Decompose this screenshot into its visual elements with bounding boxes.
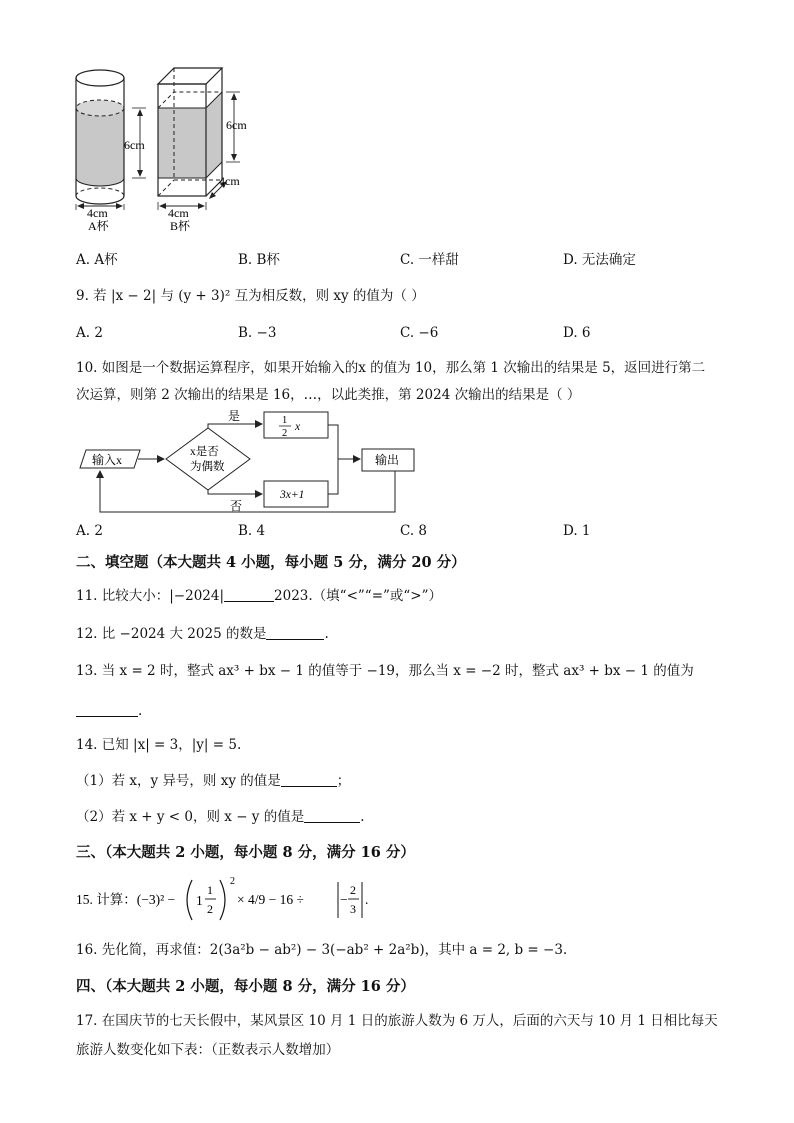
q14-part1-prefix: （1）若 x，y 异号，则 xy 的值是 xyxy=(76,773,281,789)
q11-answer-blank[interactable] xyxy=(224,587,274,602)
flow-output-label: 输出 xyxy=(375,453,400,467)
q13-answer-blank[interactable] xyxy=(76,702,138,717)
q15-abs-num: 2 xyxy=(350,883,356,897)
q8-option-c: C. 一样甜 xyxy=(400,252,459,268)
q14-stem: 14. 已知 |x| = 3，|y| = 5. xyxy=(76,737,242,753)
q15-suffix: . xyxy=(365,892,369,907)
q8-option-d: D. 无法确定 xyxy=(563,252,636,268)
q14-part2-suffix: . xyxy=(360,809,365,825)
q13-line-1: 13. 当 x = 2 时，整式 ax³ + bx − 1 的值等于 −19，那么当 x = −2 时，整式 ax³ + bx − 1 的值为 xyxy=(76,663,694,679)
q15-mixed-num: 1 xyxy=(207,883,213,897)
q10-option-d: D. 1 xyxy=(563,523,591,539)
q11-prefix: 11. 比较大小：|−2024| xyxy=(76,588,225,604)
cups-figure xyxy=(60,60,280,240)
q15-expression xyxy=(74,872,374,926)
q11-suffix: 2023.（填“<”“=”或“>”） xyxy=(274,588,443,604)
q10-flowchart xyxy=(70,408,430,518)
q9-question: 9. 若 |x − 2| 与 (y + 3)² 互为相反数，则 xy 的值为（ ） xyxy=(76,288,425,304)
cup-a-height-label: 6cm xyxy=(124,138,145,152)
cup-a-width-label: 4cm xyxy=(87,206,108,220)
q12-suffix: . xyxy=(324,626,329,642)
q15-exponent: 2 xyxy=(230,876,235,887)
q16: 16. 先化简，再求值：2(3a²b − ab²) − 3(−ab² + 2a²b)，其中 a = 2, b = −3. xyxy=(76,942,568,958)
cup-b-depth-label: 4cm xyxy=(219,174,240,188)
q8-option-a: A. A杯 xyxy=(76,252,118,268)
q12 xyxy=(76,625,329,643)
q9-option-b: B. −3 xyxy=(238,325,277,341)
flow-decision-line1: x是否 xyxy=(190,446,219,458)
q17-line-2: 旅游人数变化如下表：（正数表示人数增加） xyxy=(76,1042,340,1058)
q14-part1-suffix: ； xyxy=(336,773,351,789)
q15-mid: × 4/9 − 16 ÷ xyxy=(237,892,304,907)
q14-part2-blank[interactable] xyxy=(304,808,360,823)
q14-part-2 xyxy=(76,808,365,826)
section-3-heading: 三、（本大题共 2 小题，每小题 8 分，满分 16 分） xyxy=(76,844,415,861)
flow-yes-box-num: 1 xyxy=(282,415,288,426)
flow-yes-box-var: x xyxy=(295,421,301,433)
q9-option-c: C. −6 xyxy=(400,325,439,341)
q10-option-b: B. 4 xyxy=(238,523,266,539)
q9-option-a: A. 2 xyxy=(76,325,103,341)
q13-line-2 xyxy=(76,702,142,720)
flow-no-box-label: 3x+1 xyxy=(280,489,305,501)
q15-abs-den: 3 xyxy=(350,902,356,916)
flow-decision-line2: 为偶数 xyxy=(190,461,225,473)
q10-line-2: 次运算，则第 2 次输出的结果是 16，…，以此类推，第 2024 次输出的结果是（ ） xyxy=(76,387,581,403)
flow-input-label: 输入x xyxy=(92,453,123,467)
q15-prefix: 15. 计算：(−3)² − xyxy=(76,892,176,907)
q11 xyxy=(76,587,442,605)
section-2-heading: 二、填空题（本大题共 4 小题，每小题 5 分，满分 20 分） xyxy=(76,554,466,571)
q10-option-c: C. 8 xyxy=(400,523,428,539)
cup-b-prism xyxy=(158,68,240,210)
q17-line-1: 17. 在国庆节的七天长假中，某风景区 10 月 1 日的旅游人数为 6 万人，后面的六天与 10 月 1 日相比每天 xyxy=(76,1013,718,1029)
flow-no-label: 否 xyxy=(230,499,243,513)
q13-suffix: . xyxy=(138,703,143,719)
flow-yes-box-den: 2 xyxy=(282,428,288,439)
q14-part-1 xyxy=(76,772,350,790)
cup-a-label: A杯 xyxy=(88,219,109,233)
cup-b-label: B杯 xyxy=(170,219,191,233)
cup-b-width-label: 4cm xyxy=(168,206,189,220)
q15-mixed-whole: 1 xyxy=(196,893,203,908)
flow-yes-label: 是 xyxy=(228,409,241,423)
q9-option-d: D. 6 xyxy=(563,325,591,341)
q8-option-b: B. B杯 xyxy=(238,252,280,268)
q10-option-a: A. 2 xyxy=(76,523,103,539)
q10-line-1: 10. 如图是一个数据运算程序，如果开始输入的x 的值为 10，那么第 1 次输出的结果是 5，返回进行第二 xyxy=(76,360,706,376)
q12-prefix: 12. 比 −2024 大 2025 的数是 xyxy=(76,626,267,642)
q12-answer-blank[interactable] xyxy=(266,625,324,640)
flow-decision-shape xyxy=(166,428,250,490)
q15-abs-sign: − xyxy=(340,892,348,907)
q14-part2-prefix: （2）若 x + y < 0，则 x − y 的值是 xyxy=(76,809,305,825)
section-4-heading: 四、（本大题共 2 小题，每小题 8 分，满分 16 分） xyxy=(76,978,415,995)
cup-b-height-label: 6cm xyxy=(226,118,247,132)
q14-part1-blank[interactable] xyxy=(281,772,337,787)
q15-mixed-den: 2 xyxy=(207,902,213,916)
